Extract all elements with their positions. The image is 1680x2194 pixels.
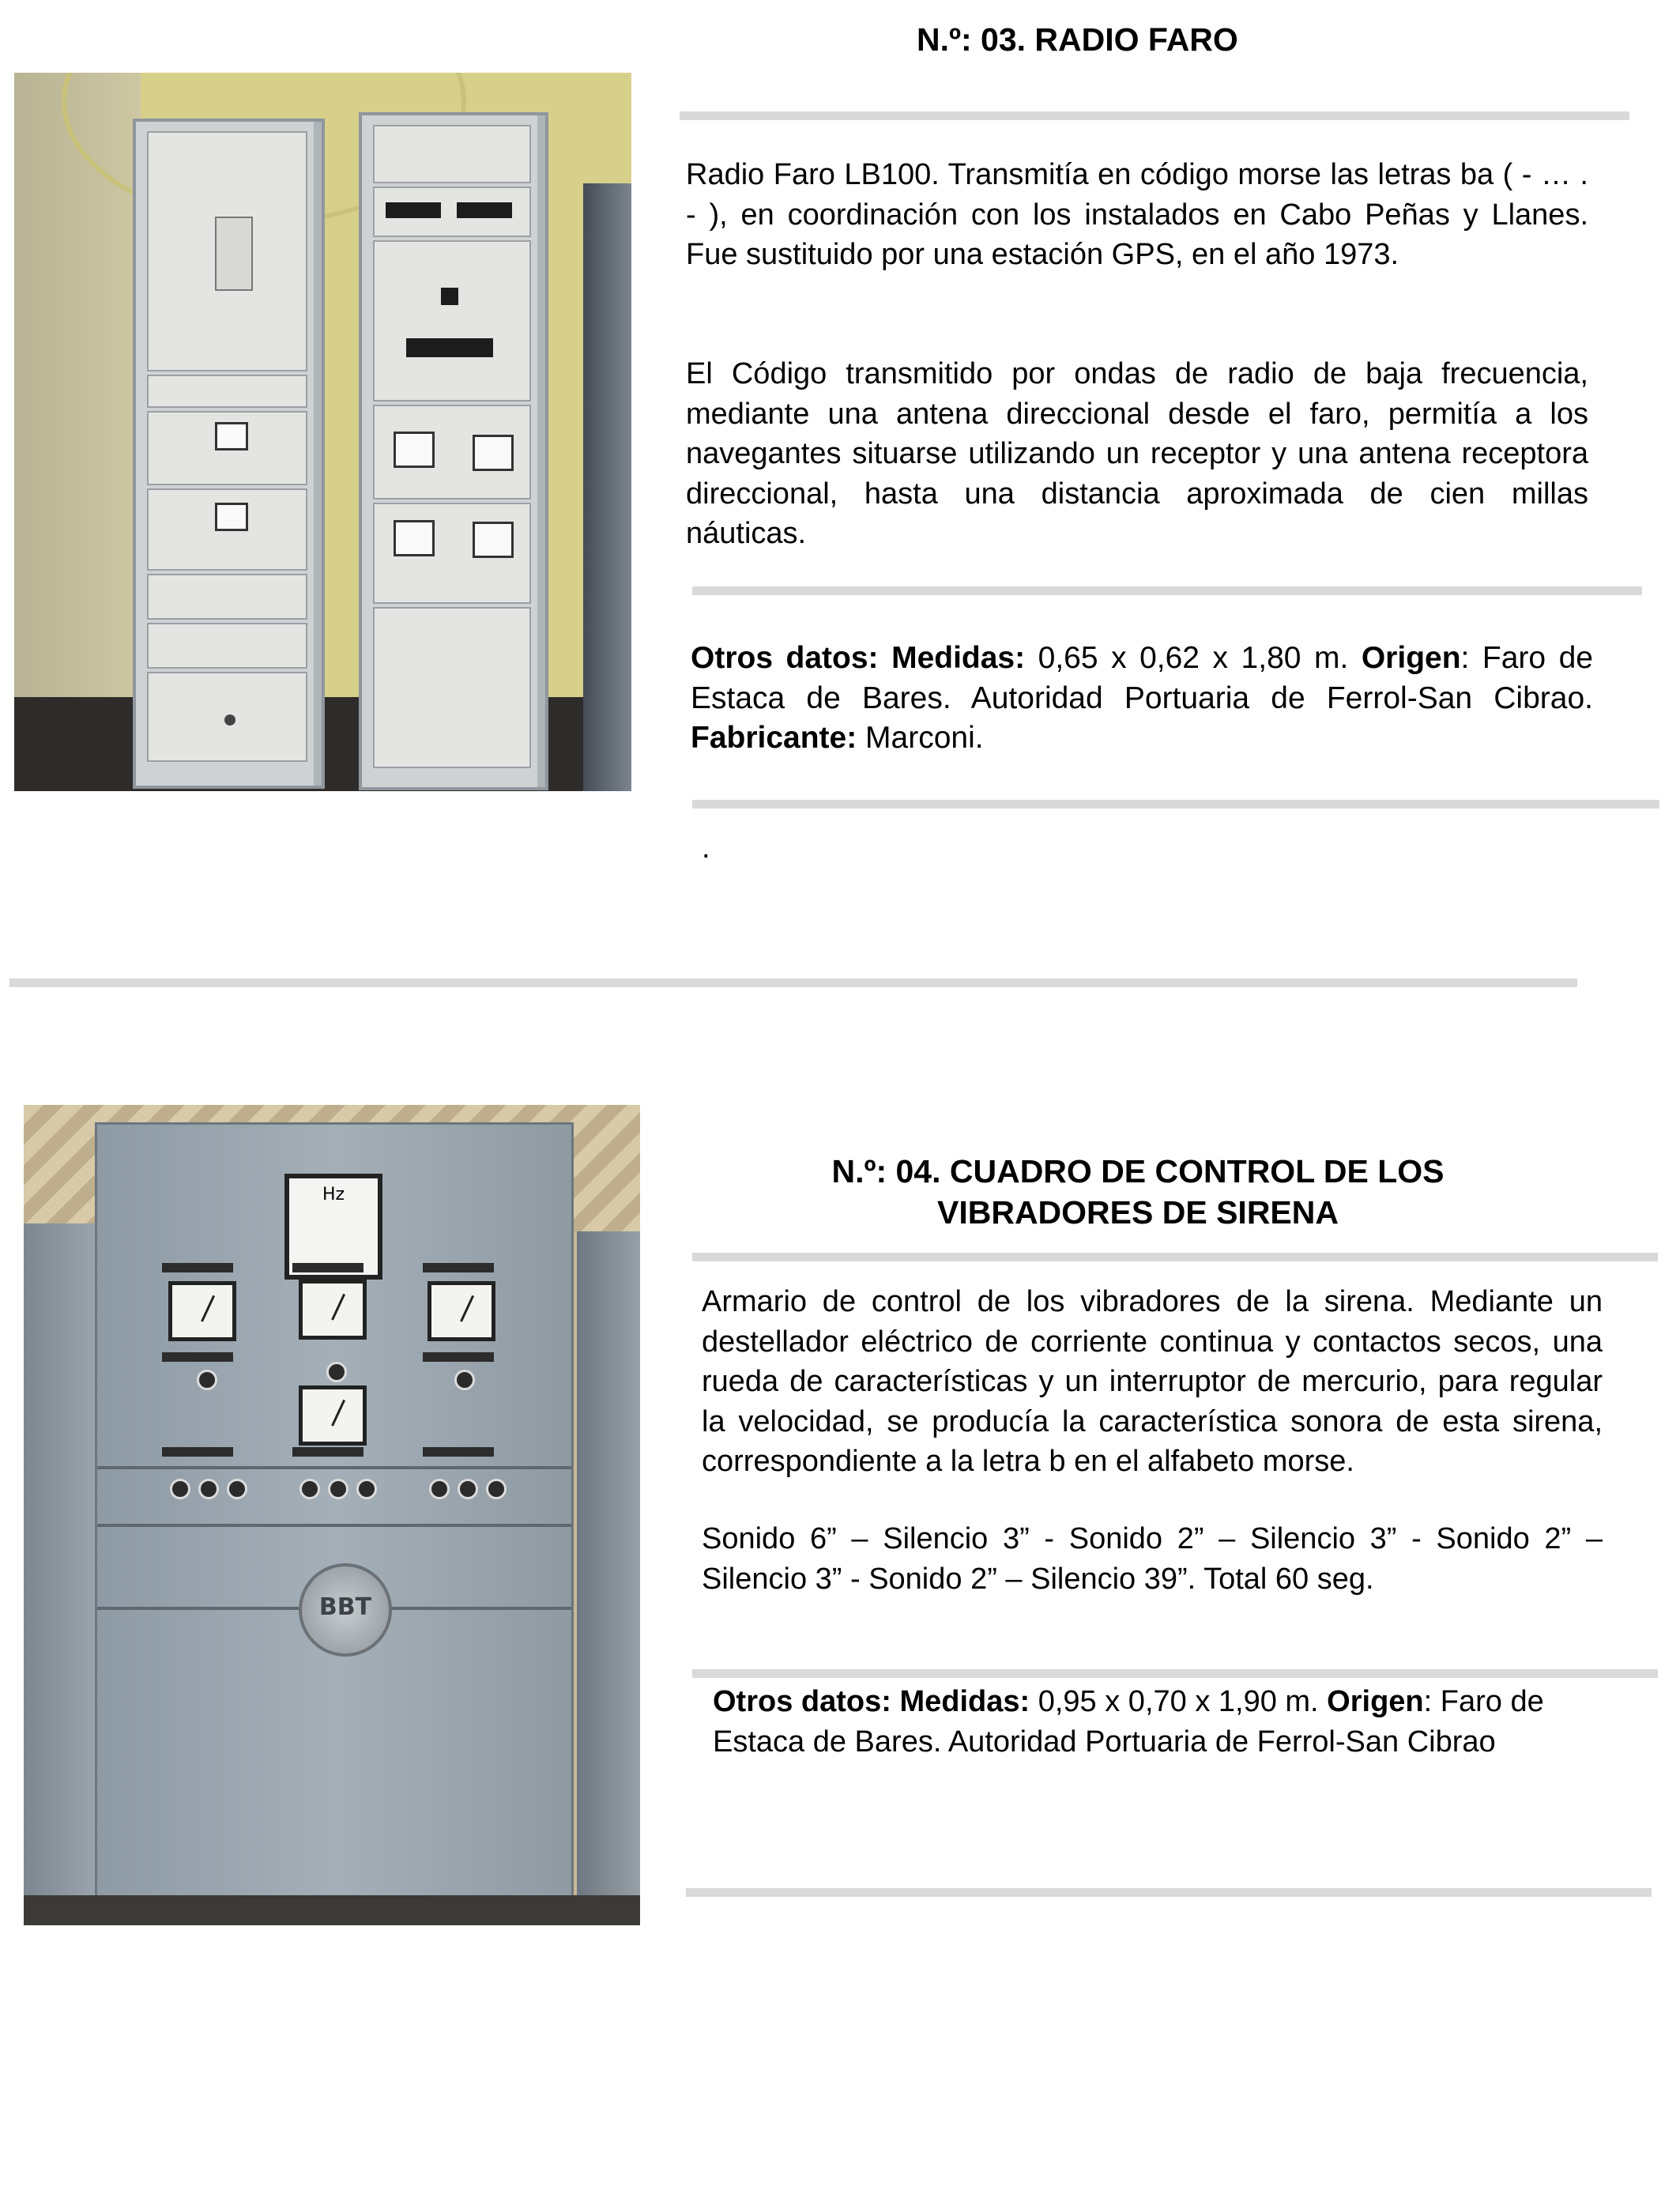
item2-otros-datos: [713, 1682, 1614, 1762]
item1-rule-middle: [692, 586, 1642, 595]
fabricante-value: Marconi.: [857, 721, 984, 755]
medidas-value-2: 0,95 x 0,70 x 1,90 m.: [1030, 1685, 1328, 1718]
item2-description-2: Sonido 6” – Silencio 3” - Sonido 2” – Silencio 3” - Sonido 2” – Silencio 3” - Sonido 2” – Silencio 39”. Total 60 seg.: [702, 1522, 1603, 1596]
item1-description-1: Radio Faro LB100. Transmitía en código morse las letras ba ( - … . - ), en coordinación con los instalados en Cabo Peñas y Llanes. Fue sustituido por una estación GPS, en el año 1973.: [686, 158, 1588, 271]
item1-rule-top: [680, 111, 1629, 120]
item1-trailing-dot: .: [702, 831, 710, 865]
hz-label: Hz: [322, 1185, 345, 1204]
fabricante-label: Fabricante:: [691, 721, 857, 755]
otros-datos-label: Otros datos:: [691, 641, 879, 675]
otros-datos-label-2: Otros datos:: [713, 1685, 891, 1718]
item2-title-line1: N.º: 04. CUADRO DE CONTROL DE LOS: [831, 1153, 1445, 1189]
item2-title: [687, 1151, 1588, 1233]
medidas-label: Medidas:: [891, 641, 1026, 675]
origen-label: Origen: [1361, 641, 1461, 675]
item1-title: N.º: 03. RADIO FARO: [917, 21, 1238, 58]
origen-label-2: Origen: [1327, 1685, 1424, 1718]
item1-description-2: El Código transmitido por ondas de radio de baja frecuencia, mediante una antena direccional desde el faro, permitía a los navegantes situarse utilizando un receptor y una antena receptora direccional, hasta una distancia aproximada de cien millas náuticas.: [686, 357, 1588, 550]
bbt-badge-label: BBT: [318, 1593, 372, 1621]
item1-otros-datos: [691, 639, 1593, 759]
origen-value-2: : Faro de Estaca de Bares. Autoridad Portuaria de Ferrol-San Cibrao: [713, 1685, 1544, 1759]
sirena-control-photo: [24, 1105, 640, 1925]
radio-faro-photo: [14, 73, 631, 791]
item2-title-line2: VIBRADORES DE SIRENA: [936, 1194, 1339, 1231]
origen-value: : Faro de Estaca de Bares. Autoridad Portuaria de Ferrol-San Cibrao.: [691, 641, 1593, 715]
item2-description-1: Armario de control de los vibradores de la sirena. Mediante un destellador eléctrico de corriente continua y contactos secos, una rueda de características y un interruptor de mercurio, para regular la velocidad, se producía la característica sonora de esta sirena, correspondiente a la letra b en el alfabeto morse.: [702, 1285, 1603, 1478]
item1-rule-bottom: [692, 800, 1659, 809]
item2-rule-top: [692, 1253, 1658, 1261]
medidas-label-2: Medidas:: [899, 1685, 1030, 1718]
section-divider: [9, 978, 1577, 987]
item2-rule-bottom: [686, 1888, 1652, 1897]
item2-rule-middle: [692, 1669, 1658, 1678]
medidas-value: 0,65 x 0,62 x 1,80 m.: [1025, 641, 1362, 675]
